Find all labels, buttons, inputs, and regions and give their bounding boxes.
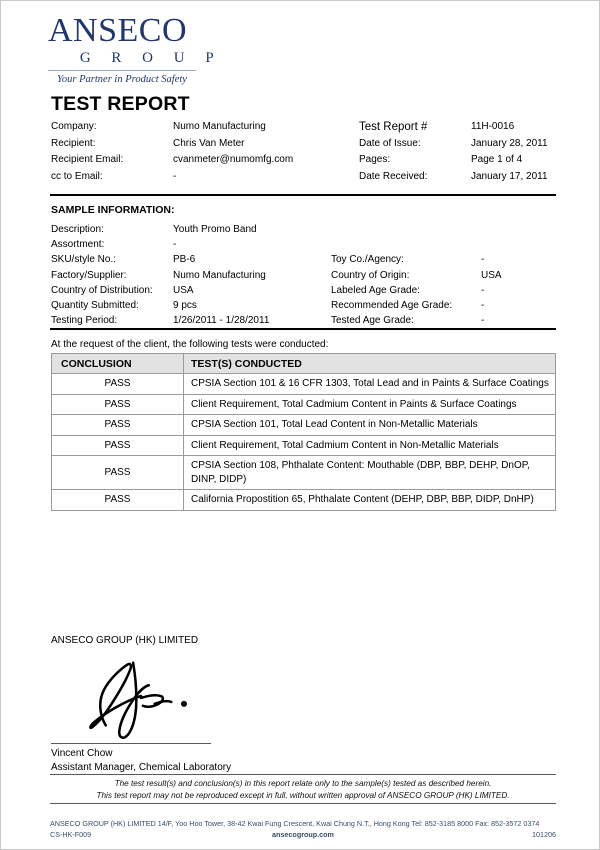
report-header-info: [51, 119, 556, 185]
sample-left-label: Factory/Supplier:: [51, 269, 127, 281]
header-left-value: cvanmeter@numomfg.com: [173, 154, 294, 165]
cell-conclusion: PASS: [52, 456, 184, 490]
signature-line: [51, 743, 211, 744]
sample-right-value: USA: [481, 269, 502, 281]
page-title: TEST REPORT: [51, 93, 190, 115]
logo-wordmark: ANSECO: [48, 12, 188, 49]
anseco-logo: [48, 14, 248, 86]
header-right-value: January 17, 2011: [471, 170, 548, 182]
sample-left-value: -: [173, 239, 177, 251]
header-left-value: Chris Van Meter: [173, 137, 245, 149]
sample-left-value: PB-6: [173, 254, 196, 266]
column-header-tests: TEST(S) CONDUCTED: [184, 354, 556, 374]
sample-left-label: Assortment:: [51, 239, 105, 251]
sample-information-grid: [51, 222, 556, 328]
header-right-label: Test Report #: [359, 121, 428, 133]
footer-address: ANSECO GROUP (HK) LIMITED 14/F, Yoo Hoo Tower, 38-42 Kwai Fung Crescent, Kwai Chung N.T., Hong Kong Tel: 852-3185 8000 Fax: 852-3572 0374: [50, 819, 540, 828]
header-right-value: 11H-0016: [471, 121, 515, 132]
section-divider-bottom: [50, 328, 556, 330]
sample-right-value: -: [481, 284, 485, 296]
header-left-value: Numo Manufacturing: [173, 121, 266, 132]
header-row: [51, 119, 556, 136]
header-left-label: cc to Email:: [51, 170, 103, 182]
sample-right-label: Labeled Age Grade:: [331, 284, 420, 296]
header-right-label: Pages:: [359, 154, 391, 165]
column-header-conclusion: CONCLUSION: [52, 354, 184, 374]
header-right-label: Date Received:: [359, 170, 428, 182]
cell-conclusion: PASS: [52, 394, 184, 415]
signatory-position: Assistant Manager, Chemical Laboratory: [51, 762, 232, 773]
request-line: At the request of the client, the following tests were conducted:: [51, 339, 329, 350]
cell-conclusion: PASS: [52, 374, 184, 395]
cell-conclusion: PASS: [52, 415, 184, 436]
header-right-value: January 28, 2011: [471, 137, 548, 149]
sample-row: [51, 298, 556, 313]
sample-row: [51, 252, 556, 267]
sample-right-label: Tested Age Grade:: [331, 315, 414, 327]
sample-left-value: Numo Manufacturing: [173, 269, 266, 281]
header-right-value: Page 1 of 4: [471, 154, 523, 165]
footer-document-number: 101206: [532, 830, 556, 839]
sample-right-label: Country of Origin:: [331, 269, 410, 281]
handwritten-signature-icon: [69, 653, 209, 741]
disclaimer-divider-top: [50, 774, 556, 775]
sample-left-value: 1/26/2011 - 1/28/2011: [173, 315, 270, 327]
cell-test: CPSIA Section 108, Phthalate Content: Mouthable (DBP, BBP, DEHP, DnOP, DINP, DIDP): [184, 456, 556, 490]
cell-test: California Propostition 65, Phthalate Content (DEHP, DBP, BBP, DIDP, DnHP): [184, 490, 556, 511]
header-left-label: Recipient:: [51, 137, 96, 149]
sample-right-value: -: [481, 254, 485, 266]
logo-tagline: Your Partner in Product Safety: [57, 74, 187, 85]
sample-row: [51, 313, 556, 328]
conclusion-table: [51, 353, 556, 511]
sample-row: [51, 222, 556, 237]
sample-left-label: Description:: [51, 224, 104, 235]
disclaimer-text: [50, 778, 556, 801]
sample-left-value: 9 pcs: [173, 300, 197, 312]
table-row: [52, 435, 556, 456]
cell-test: Client Requirement, Total Cadmium Content in Paints & Surface Coatings: [184, 394, 556, 415]
sample-right-value: -: [481, 315, 485, 327]
sample-right-value: [481, 222, 556, 237]
table-row: [52, 394, 556, 415]
sample-right-value: -: [481, 300, 485, 312]
sample-row: [51, 283, 556, 298]
sample-left-label: SKU/style No.:: [51, 254, 117, 266]
sample-row: [51, 268, 556, 283]
table-row: [52, 374, 556, 395]
table-row: [52, 490, 556, 511]
sample-left-label: Country of Distribution:: [51, 284, 153, 296]
sample-right-label: Toy Co./Agency:: [331, 254, 404, 266]
cell-test: CPSIA Section 101 & 16 CFR 1303, Total Lead and in Paints & Surface Coatings: [184, 374, 556, 395]
footer-website: ansecogroup.com: [272, 830, 334, 839]
page-footer: [50, 818, 556, 840]
cell-test: CPSIA Section 101, Total Lead Content in Non-Metallic Materials: [184, 415, 556, 436]
header-right-label: Date of Issue:: [359, 137, 421, 149]
sample-left-label: Quantity Submitted:: [51, 300, 139, 312]
sample-left-value: USA: [173, 284, 194, 296]
table-row: [52, 415, 556, 436]
sample-left-value: Youth Promo Band: [173, 224, 257, 235]
cell-conclusion: PASS: [52, 490, 184, 511]
cell-conclusion: PASS: [52, 435, 184, 456]
disclaimer-line-1: The test result(s) and conclusion(s) in this report relate only to the sample(s) tested as described herein.: [114, 779, 492, 788]
sample-right-label: [331, 237, 481, 252]
disclaimer-line-2: This test report may not be reproduced except in full, without written approval of ANSECO GROUP (HK) LIMITED.: [96, 790, 510, 800]
sample-right-label: Recommended Age Grade:: [331, 300, 453, 312]
header-row: [51, 136, 556, 153]
disclaimer-divider-bottom: [50, 803, 556, 804]
sample-right-value: [481, 237, 556, 252]
sample-row: [51, 237, 556, 252]
logo-subtitle: G R O U P: [79, 50, 223, 66]
cell-test: Client Requirement, Total Cadmium Content in Non-Metallic Materials: [184, 435, 556, 456]
section-divider-top: [50, 194, 556, 196]
table-row: [52, 456, 556, 490]
sample-left-label: Testing Period:: [51, 315, 118, 327]
logo-divider: [48, 70, 196, 71]
signature-company: ANSECO GROUP (HK) LIMITED: [51, 635, 199, 646]
sample-right-label: [331, 222, 481, 237]
header-row: [51, 169, 556, 186]
signatory-name: Vincent Chow: [51, 748, 113, 759]
header-left-label: Company:: [51, 121, 97, 132]
footer-form-code: CS-HK-F009: [50, 830, 92, 839]
table-header-row: [52, 354, 556, 374]
footer-bottom-row: [50, 829, 556, 840]
header-left-value: -: [173, 170, 177, 182]
signatory-block: [51, 747, 231, 775]
header-row: [51, 152, 556, 169]
header-left-label: Recipient Email:: [51, 154, 124, 165]
sample-information-heading: SAMPLE INFORMATION:: [51, 204, 175, 216]
